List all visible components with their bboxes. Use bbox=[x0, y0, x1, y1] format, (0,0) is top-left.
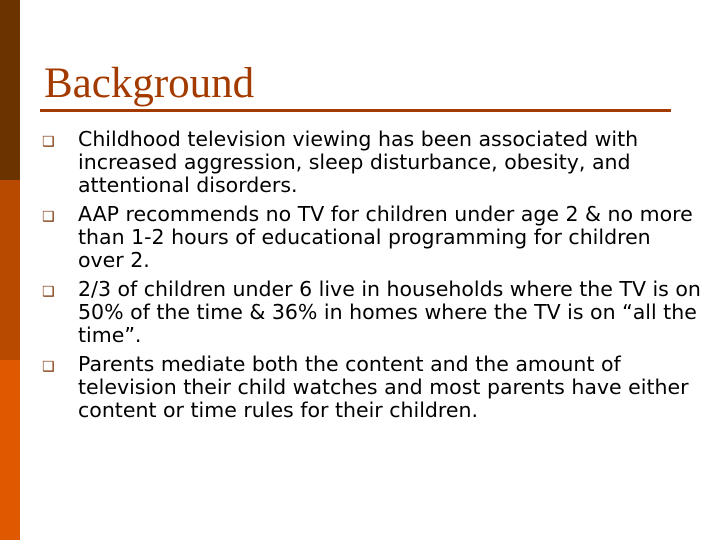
square-bullet-icon: ❑ bbox=[42, 284, 55, 300]
bullet-item bbox=[42, 353, 702, 422]
accent-bar-segment-bottom bbox=[0, 360, 20, 540]
square-bullet-icon: ❑ bbox=[42, 359, 55, 375]
bullet-item bbox=[42, 278, 702, 347]
bullet-text: AAP recommends no TV for children under age 2 & no more than 1-2 hours of educational programming for children over 2. bbox=[78, 202, 693, 272]
bullet-text: Childhood television viewing has been associated with increased aggression, sleep disturbance, obesity, and attentional disorders. bbox=[78, 127, 639, 197]
slide-title: Background bbox=[44, 60, 255, 107]
bullet-item bbox=[42, 128, 702, 197]
accent-bar-segment-middle bbox=[0, 180, 20, 360]
square-bullet-icon: ❑ bbox=[42, 209, 55, 225]
bullet-item bbox=[42, 203, 702, 272]
bullet-list bbox=[42, 128, 702, 428]
square-bullet-icon: ❑ bbox=[42, 134, 55, 150]
left-accent-bar bbox=[0, 0, 20, 540]
title-underline bbox=[40, 109, 671, 112]
bullet-text: Parents mediate both the content and the amount of television their child watches and most parents have either content or time rules for their children. bbox=[78, 352, 689, 422]
bullet-text: 2/3 of children under 6 live in households where the TV is on 50% of the time & 36% in homes where the TV is on “all the time”. bbox=[78, 277, 701, 347]
accent-bar-segment-top bbox=[0, 0, 20, 180]
